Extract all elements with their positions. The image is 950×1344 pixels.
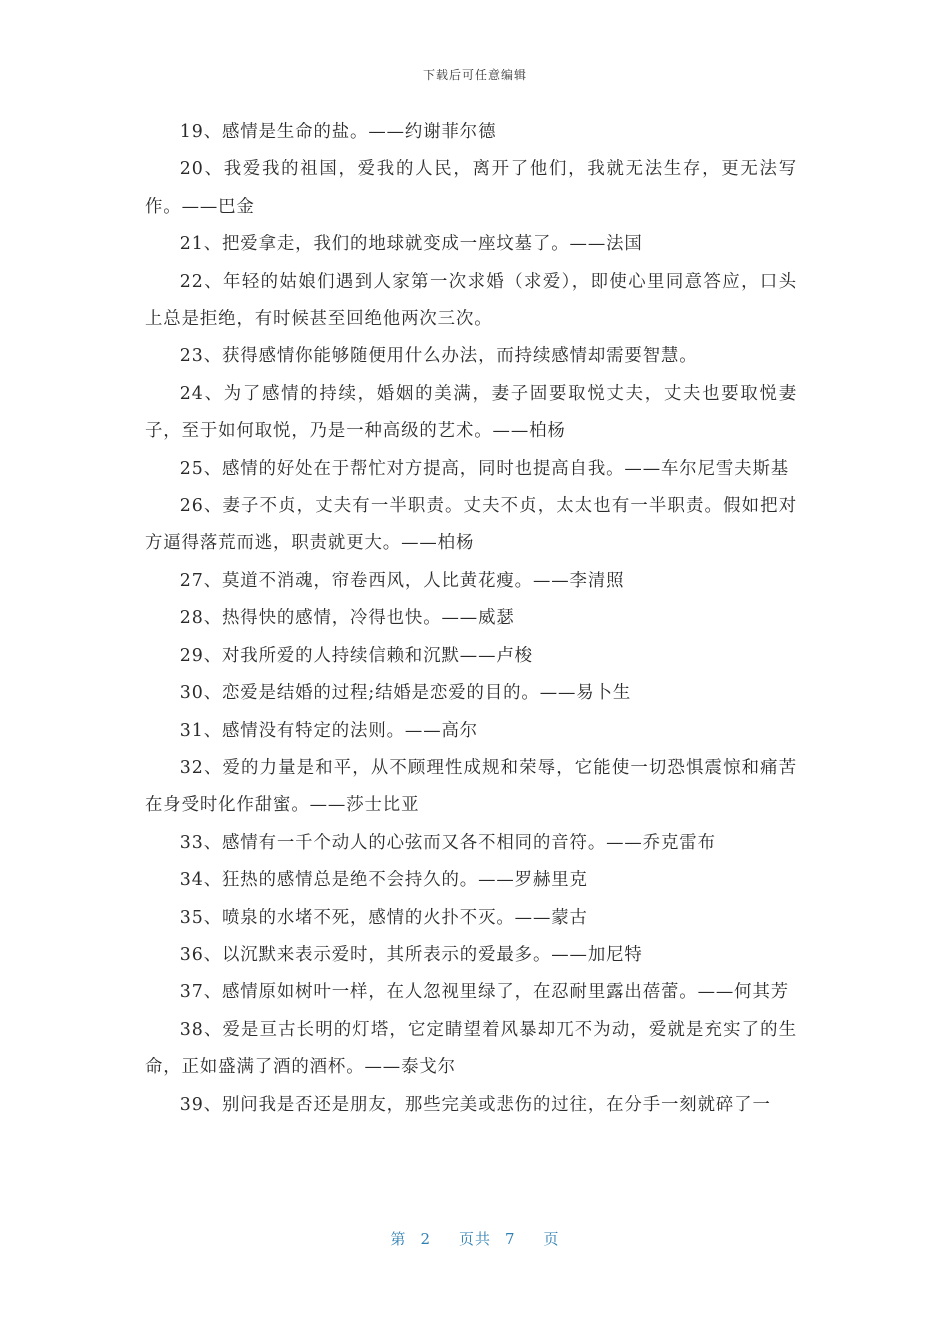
paragraph: 22、年轻的姑娘们遇到人家第一次求婚（求爱），即使心里同意答应，口头上总是拒绝，有时候甚至回绝他两次三次。 (145, 271, 797, 330)
total-pages-number: 7 (505, 1230, 516, 1248)
paragraph: 28、热得快的感情，冷得也快。——威瑟 (179, 608, 515, 629)
page-suffix: 页 (543, 1230, 560, 1248)
document-body (145, 114, 797, 1124)
paragraph: 39、别问我是否还是朋友，那些完美或悲伤的过往，在分手一刻就碎了一 (179, 1094, 771, 1115)
page-middle-text: 页共 (458, 1230, 491, 1248)
page-prefix: 第 (390, 1230, 407, 1248)
paragraph: 31、感情没有特定的法则。——高尔 (179, 720, 479, 741)
paragraph: 29、对我所爱的人持续信赖和沉默——卢梭 (179, 645, 533, 666)
paragraph: 34、狂热的感情总是绝不会持久的。——罗赫里克 (179, 870, 588, 891)
paragraph: 32、爱的力量是和平，从不顾理性成规和荣辱，它能使一切恐惧震惊和痛苦在身受时化作甜蜜。——莎士比亚 (145, 757, 797, 816)
current-page-number: 2 (420, 1230, 431, 1248)
paragraph: 38、爱是亘古长明的灯塔，它定睛望着风暴却兀不为动，爱就是充实了的生命，正如盛满了酒的酒杯。——泰戈尔 (145, 1019, 797, 1078)
page-number-footer (0, 1228, 950, 1249)
paragraph: 20、我爱我的祖国，爱我的人民，离开了他们，我就无法生存，更无法写作。——巴金 (145, 159, 797, 217)
page-header: 下载后可任意编辑 (422, 68, 527, 82)
paragraph: 33、感情有一千个动人的心弦而又各不相同的音符。——乔克雷布 (179, 832, 716, 853)
paragraph: 21、把爱拿走，我们的地球就变成一座坟墓了。——法国 (179, 234, 643, 255)
paragraph: 36、以沉默来表示爱时，其所表示的爱最多。——加尼特 (179, 944, 643, 965)
paragraph: 19、感情是生命的盐。——约谢菲尔德 (179, 122, 497, 142)
paragraph: 24、为了感情的持续，婚姻的美满，妻子固要取悦丈夫，丈夫也要取悦妻子，至于如何取悦，乃是一种高级的艺术。——柏杨 (145, 383, 797, 442)
paragraph: 35、喷泉的水堵不死，感情的火扑不灭。——蒙古 (179, 907, 588, 928)
paragraph: 23、获得感情你能够随便用什么办法，而持续感情却需要智慧。 (179, 346, 698, 367)
paragraph: 27、莫道不消魂，帘卷西风，人比黄花瘦。——李清照 (179, 570, 625, 591)
paragraph: 30、恋爱是结婚的过程;结婚是恋爱的目的。——易卜生 (179, 683, 632, 704)
paragraph: 26、妻子不贞，丈夫有一半职责。丈夫不贞，太太也有一半职责。假如把对方逼得落荒而逃，职责就更大。——柏杨 (145, 496, 797, 554)
paragraph: 25、感情的好处在于帮忙对方提高，同时也提高自我。——车尔尼雪夫斯基 (179, 458, 790, 479)
paragraph: 37、感情原如树叶一样，在人忽视里绿了，在忍耐里露出蓓蕾。——何其芳 (179, 982, 790, 1003)
